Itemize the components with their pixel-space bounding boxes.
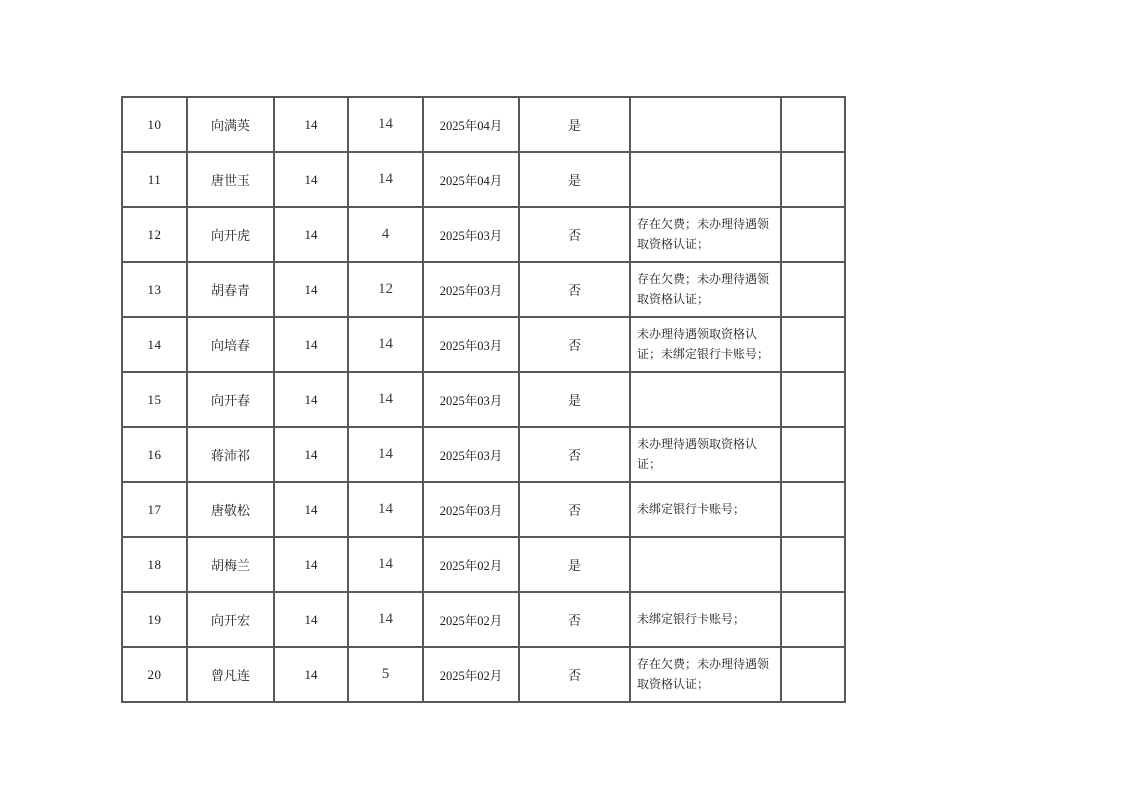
cell-status-flag: 否 xyxy=(519,427,630,482)
cell-month: 2025年02月 xyxy=(423,592,519,647)
cell-status-flag: 否 xyxy=(519,317,630,372)
cell-row-number: 10 xyxy=(122,97,187,152)
cell-row-number: 16 xyxy=(122,427,187,482)
cell-total-months: 14 xyxy=(274,152,348,207)
cell-remark: 存在欠费；未办理待遇领取资格认证； xyxy=(630,647,781,702)
cell-month: 2025年03月 xyxy=(423,317,519,372)
cell-remark: 未办理待遇领取资格认证； xyxy=(630,427,781,482)
table-row xyxy=(122,482,845,537)
cell-month: 2025年04月 xyxy=(423,152,519,207)
cell-paid-months: 14 xyxy=(348,372,423,427)
cell-remark: 未绑定银行卡账号； xyxy=(630,482,781,537)
cell-month: 2025年03月 xyxy=(423,482,519,537)
cell-extra xyxy=(781,262,845,317)
cell-status-flag: 否 xyxy=(519,647,630,702)
cell-status-flag: 否 xyxy=(519,262,630,317)
cell-month: 2025年02月 xyxy=(423,647,519,702)
cell-person-name: 蒋沛祁 xyxy=(187,427,274,482)
table-body xyxy=(122,97,845,702)
cell-extra xyxy=(781,372,845,427)
cell-person-name: 胡梅兰 xyxy=(187,537,274,592)
cell-remark xyxy=(630,372,781,427)
cell-paid-months: 4 xyxy=(348,207,423,262)
cell-person-name: 向培春 xyxy=(187,317,274,372)
cell-status-flag: 否 xyxy=(519,207,630,262)
cell-row-number: 17 xyxy=(122,482,187,537)
cell-paid-months: 14 xyxy=(348,537,423,592)
cell-person-name: 向开春 xyxy=(187,372,274,427)
cell-row-number: 19 xyxy=(122,592,187,647)
cell-paid-months: 14 xyxy=(348,427,423,482)
cell-person-name: 唐敬松 xyxy=(187,482,274,537)
cell-remark xyxy=(630,97,781,152)
cell-row-number: 11 xyxy=(122,152,187,207)
cell-extra xyxy=(781,207,845,262)
cell-row-number: 12 xyxy=(122,207,187,262)
cell-person-name: 胡春青 xyxy=(187,262,274,317)
cell-total-months: 14 xyxy=(274,317,348,372)
cell-status-flag: 是 xyxy=(519,372,630,427)
cell-paid-months: 12 xyxy=(348,262,423,317)
table-row xyxy=(122,592,845,647)
cell-total-months: 14 xyxy=(274,482,348,537)
cell-remark xyxy=(630,537,781,592)
cell-person-name: 向开宏 xyxy=(187,592,274,647)
cell-person-name: 向满英 xyxy=(187,97,274,152)
cell-status-flag: 是 xyxy=(519,97,630,152)
cell-extra xyxy=(781,647,845,702)
cell-paid-months: 14 xyxy=(348,317,423,372)
cell-total-months: 14 xyxy=(274,647,348,702)
cell-row-number: 20 xyxy=(122,647,187,702)
cell-status-flag: 是 xyxy=(519,537,630,592)
cell-remark: 存在欠费；未办理待遇领取资格认证； xyxy=(630,207,781,262)
cell-remark: 未绑定银行卡账号； xyxy=(630,592,781,647)
cell-total-months: 14 xyxy=(274,97,348,152)
cell-total-months: 14 xyxy=(274,592,348,647)
cell-status-flag: 否 xyxy=(519,592,630,647)
cell-month: 2025年03月 xyxy=(423,207,519,262)
cell-paid-months: 14 xyxy=(348,152,423,207)
cell-person-name: 唐世玉 xyxy=(187,152,274,207)
cell-month: 2025年03月 xyxy=(423,262,519,317)
cell-month: 2025年03月 xyxy=(423,427,519,482)
cell-row-number: 13 xyxy=(122,262,187,317)
cell-month: 2025年03月 xyxy=(423,372,519,427)
cell-paid-months: 14 xyxy=(348,97,423,152)
cell-extra xyxy=(781,317,845,372)
table-row xyxy=(122,537,845,592)
cell-extra xyxy=(781,592,845,647)
table-row xyxy=(122,427,845,482)
cell-paid-months: 5 xyxy=(348,647,423,702)
cell-person-name: 曾凡连 xyxy=(187,647,274,702)
cell-extra xyxy=(781,97,845,152)
cell-extra xyxy=(781,427,845,482)
cell-extra xyxy=(781,152,845,207)
table-row xyxy=(122,97,845,152)
cell-row-number: 14 xyxy=(122,317,187,372)
cell-remark: 存在欠费；未办理待遇领取资格认证； xyxy=(630,262,781,317)
cell-total-months: 14 xyxy=(274,427,348,482)
table-row xyxy=(122,207,845,262)
table-row xyxy=(122,152,845,207)
cell-total-months: 14 xyxy=(274,207,348,262)
cell-extra xyxy=(781,537,845,592)
table-row xyxy=(122,372,845,427)
cell-total-months: 14 xyxy=(274,372,348,427)
cell-status-flag: 是 xyxy=(519,152,630,207)
cell-person-name: 向开虎 xyxy=(187,207,274,262)
cell-remark xyxy=(630,152,781,207)
cell-row-number: 18 xyxy=(122,537,187,592)
table-row xyxy=(122,647,845,702)
cell-total-months: 14 xyxy=(274,537,348,592)
payment-status-table xyxy=(121,96,846,703)
table-row xyxy=(122,317,845,372)
table-row xyxy=(122,262,845,317)
cell-paid-months: 14 xyxy=(348,482,423,537)
cell-total-months: 14 xyxy=(274,262,348,317)
cell-paid-months: 14 xyxy=(348,592,423,647)
cell-status-flag: 否 xyxy=(519,482,630,537)
cell-month: 2025年02月 xyxy=(423,537,519,592)
cell-row-number: 15 xyxy=(122,372,187,427)
cell-month: 2025年04月 xyxy=(423,97,519,152)
cell-remark: 未办理待遇领取资格认证；未绑定银行卡账号； xyxy=(630,317,781,372)
cell-extra xyxy=(781,482,845,537)
